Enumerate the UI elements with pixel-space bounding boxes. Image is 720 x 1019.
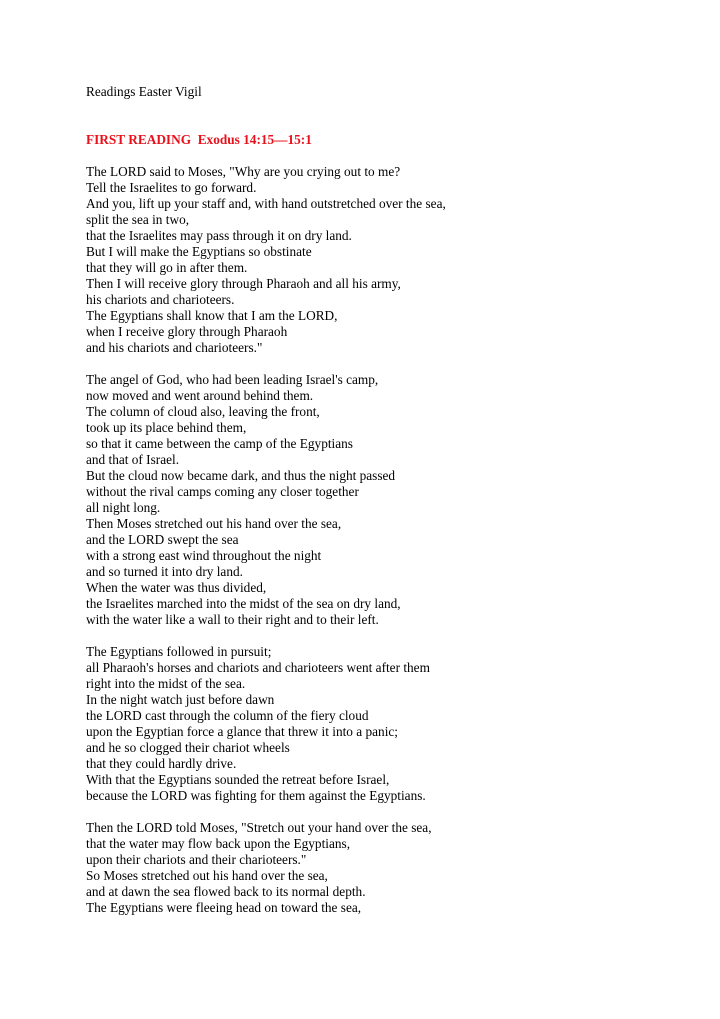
- text-line: And you, lift up your staff and, with hand outstretched over the sea,: [86, 196, 446, 211]
- text-line: The LORD said to Moses, "Why are you crying out to me?: [86, 164, 401, 179]
- text-line: all night long.: [86, 500, 161, 515]
- text-line: that they will go in after them.: [86, 260, 248, 275]
- text-line: right into the midst of the sea.: [86, 676, 246, 691]
- stanza: [86, 820, 686, 916]
- reading-heading: FIRST READING Exodus 14:15—15:1: [86, 132, 312, 147]
- text-line: and his chariots and charioteers.": [86, 340, 263, 355]
- text-line: So Moses stretched out his hand over the sea,: [86, 868, 328, 883]
- text-line: The Egyptians were fleeing head on toward the sea,: [86, 900, 362, 915]
- text-line: with a strong east wind throughout the night: [86, 548, 322, 563]
- text-line: took up its place behind them,: [86, 420, 247, 435]
- reading-body: [86, 164, 686, 916]
- text-line: all Pharaoh's horses and chariots and charioteers went after them: [86, 660, 430, 675]
- text-line: that they could hardly drive.: [86, 756, 237, 771]
- text-line: that the Israelites may pass through it on dry land.: [86, 228, 352, 243]
- text-line: Then the LORD told Moses, "Stretch out your hand over the sea,: [86, 820, 432, 835]
- stanza: [86, 644, 686, 804]
- text-line: The Egyptians followed in pursuit;: [86, 644, 272, 659]
- document-page: [86, 84, 686, 916]
- text-line: The angel of God, who had been leading Israel's camp,: [86, 372, 379, 387]
- text-line: because the LORD was fighting for them against the Egyptians.: [86, 788, 426, 803]
- stanza: [86, 372, 686, 628]
- text-line: now moved and went around behind them.: [86, 388, 314, 403]
- text-line: his chariots and charioteers.: [86, 292, 235, 307]
- title-spacer: [86, 100, 686, 132]
- text-line: The column of cloud also, leaving the front,: [86, 404, 320, 419]
- text-line: that the water may flow back upon the Egyptians,: [86, 836, 351, 851]
- text-line: Then Moses stretched out his hand over the sea,: [86, 516, 342, 531]
- text-line: split the sea in two,: [86, 212, 190, 227]
- text-line: The Egyptians shall know that I am the LORD,: [86, 308, 338, 323]
- text-line: the LORD cast through the column of the fiery cloud: [86, 708, 369, 723]
- heading-spacer: [86, 148, 686, 164]
- text-line: When the water was thus divided,: [86, 580, 267, 595]
- text-line: Tell the Israelites to go forward.: [86, 180, 257, 195]
- text-line: and so turned it into dry land.: [86, 564, 243, 579]
- text-line: with the water like a wall to their right and to their left.: [86, 612, 379, 627]
- text-line: With that the Egyptians sounded the retreat before Israel,: [86, 772, 390, 787]
- text-line: without the rival camps coming any closer together: [86, 484, 359, 499]
- stanza-gap: [86, 628, 686, 644]
- stanza-gap: [86, 804, 686, 820]
- text-line: upon their chariots and their charioteers.": [86, 852, 307, 867]
- text-line: when I receive glory through Pharaoh: [86, 324, 288, 339]
- text-line: and he so clogged their chariot wheels: [86, 740, 290, 755]
- text-line: But the cloud now became dark, and thus the night passed: [86, 468, 396, 483]
- document-title: Readings Easter Vigil: [86, 84, 202, 99]
- text-line: and at dawn the sea flowed back to its normal depth.: [86, 884, 366, 899]
- text-line: upon the Egyptian force a glance that threw it into a panic;: [86, 724, 398, 739]
- stanza: [86, 164, 686, 356]
- stanza-gap: [86, 356, 686, 372]
- text-line: the Israelites marched into the midst of the sea on dry land,: [86, 596, 401, 611]
- text-line: and that of Israel.: [86, 452, 180, 467]
- text-line: In the night watch just before dawn: [86, 692, 275, 707]
- text-line: Then I will receive glory through Pharaoh and all his army,: [86, 276, 401, 291]
- text-line: so that it came between the camp of the Egyptians: [86, 436, 353, 451]
- text-line: But I will make the Egyptians so obstinate: [86, 244, 312, 259]
- text-line: and the LORD swept the sea: [86, 532, 239, 547]
